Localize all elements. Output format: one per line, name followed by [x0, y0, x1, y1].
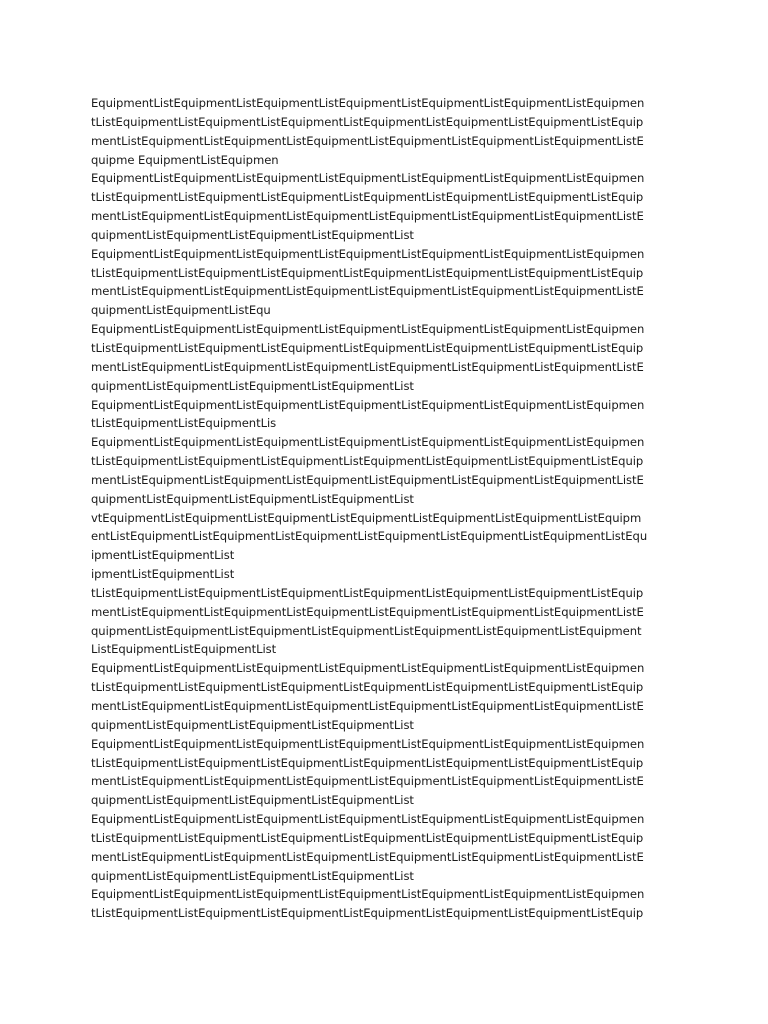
text-line: quipmentListEquipmentListEquipmentListEquipmentList	[91, 717, 414, 732]
text-line: mentListEquipmentListEquipmentListEquipmentListEquipmentListEquipmentListEquipmentListE	[91, 209, 644, 224]
text-line: EquipmentListEquipmentListEquipmentListEquipmentListEquipmentListEquipmentListEquipmen	[91, 435, 645, 450]
text-line: EquipmentListEquipmentListEquipmentListEquipmentListEquipmentListEquipmentListEquipmen	[91, 322, 645, 337]
text-line: mentListEquipmentListEquipmentListEquipmentListEquipmentListEquipmentListEquipmentListE	[91, 284, 644, 299]
text-line: vtEquipmentListEquipmentListEquipmentListEquipmentListEquipmentListEquipmentListEquipm	[91, 510, 642, 525]
text-line: mentListEquipmentListEquipmentListEquipmentListEquipmentListEquipmentListEquipmentListE	[91, 774, 644, 789]
text-line: EquipmentListEquipmentListEquipmentListEquipmentListEquipmentListEquipmentListEquipmen	[91, 661, 645, 676]
text-line: mentListEquipmentListEquipmentListEquipmentListEquipmentListEquipmentListEquipmentListE	[91, 849, 644, 864]
text-line: mentListEquipmentListEquipmentListEquipmentListEquipmentListEquipmentListEquipmentListE	[91, 472, 644, 487]
text-line: EquipmentListEquipmentListEquipmentListEquipmentListEquipmentListEquipmentListEquipmen	[91, 171, 645, 186]
text-line: EquipmentListEquipmentListEquipmentListEquipmentListEquipmentListEquipmentListEquipmen	[91, 246, 645, 261]
text-line: quipmentListEquipmentListEquipmentListEquipmentList	[91, 378, 414, 393]
text-line: tListEquipmentListEquipmentListEquipmentListEquipmentListEquipmentListEquipmentListEquip	[91, 114, 644, 129]
text-line: EquipmentListEquipmentListEquipmentListEquipmentListEquipmentListEquipmentListEquipmen	[91, 887, 645, 902]
text-line: tListEquipmentListEquipmentLis	[91, 416, 277, 431]
text-line: tListEquipmentListEquipmentListEquipmentListEquipmentListEquipmentListEquipmentListEquip	[91, 340, 644, 355]
text-line: EquipmentListEquipmentListEquipmentListEquipmentListEquipmentListEquipmentListEquipmen	[91, 812, 645, 827]
body-text	[91, 94, 691, 923]
text-line: tListEquipmentListEquipmentListEquipmentListEquipmentListEquipmentListEquipmentListEquip	[91, 585, 644, 600]
text-line: tListEquipmentListEquipmentListEquipmentListEquipmentListEquipmentListEquipmentListEquip	[91, 680, 644, 695]
text-line: mentListEquipmentListEquipmentListEquipmentListEquipmentListEquipmentListEquipmentListE	[91, 359, 644, 374]
text-line: tListEquipmentListEquipmentListEquipmentListEquipmentListEquipmentListEquipmentListEquip	[91, 265, 644, 280]
text-line: mentListEquipmentListEquipmentListEquipmentListEquipmentListEquipmentListEquipmentListE	[91, 604, 644, 619]
text-line: quipmentListEquipmentListEquipmentListEquipmentList	[91, 227, 414, 242]
text-line: tListEquipmentListEquipmentListEquipmentListEquipmentListEquipmentListEquipmentListEquip	[91, 906, 644, 921]
text-line: quipmentListEquipmentListEquipmentListEquipmentList	[91, 491, 414, 506]
text-line: tListEquipmentListEquipmentListEquipmentListEquipmentListEquipmentListEquipmentListEquip	[91, 190, 644, 205]
text-line: EquipmentListEquipmentListEquipmentListEquipmentListEquipmentListEquipmentListEquipmen	[91, 736, 645, 751]
text-line: tListEquipmentListEquipmentListEquipmentListEquipmentListEquipmentListEquipmentListEquip	[91, 755, 644, 770]
text-line: tListEquipmentListEquipmentListEquipmentListEquipmentListEquipmentListEquipmentListEquip	[91, 454, 644, 469]
text-line: EquipmentListEquipmentListEquipmentListEquipmentListEquipmentListEquipmentListEquipmen	[91, 397, 645, 412]
text-line: entListEquipmentListEquipmentListEquipmentListEquipmentListEquipmentListEquipmentListEqu	[91, 529, 648, 544]
text-line: quipmentListEquipmentListEquipmentListEquipmentListEquipmentListEquipmentListEquipment	[91, 623, 642, 638]
text-line: ipmentListEquipmentList	[91, 567, 235, 582]
text-line: tListEquipmentListEquipmentListEquipmentListEquipmentListEquipmentListEquipmentListEquip	[91, 830, 644, 845]
text-line: quipmentListEquipmentListEqu	[91, 303, 271, 318]
text-line: mentListEquipmentListEquipmentListEquipmentListEquipmentListEquipmentListEquipmentListE	[91, 699, 644, 713]
text-line: quipmentListEquipmentListEquipmentListEquipmentList	[91, 868, 414, 883]
text-line: quipmentListEquipmentListEquipmentListEquipmentList	[91, 793, 414, 808]
text-line: mentListEquipmentListEquipmentListEquipmentListEquipmentListEquipmentListEquipmentListE	[91, 133, 644, 148]
text-line: quipme EquipmentListEquipmen	[91, 152, 279, 167]
text-line: ListEquipmentListEquipmentList	[91, 642, 277, 657]
text-line: EquipmentListEquipmentListEquipmentListEquipmentListEquipmentListEquipmentListEquipmen	[91, 96, 645, 110]
text-line: ipmentListEquipmentList	[91, 548, 235, 563]
